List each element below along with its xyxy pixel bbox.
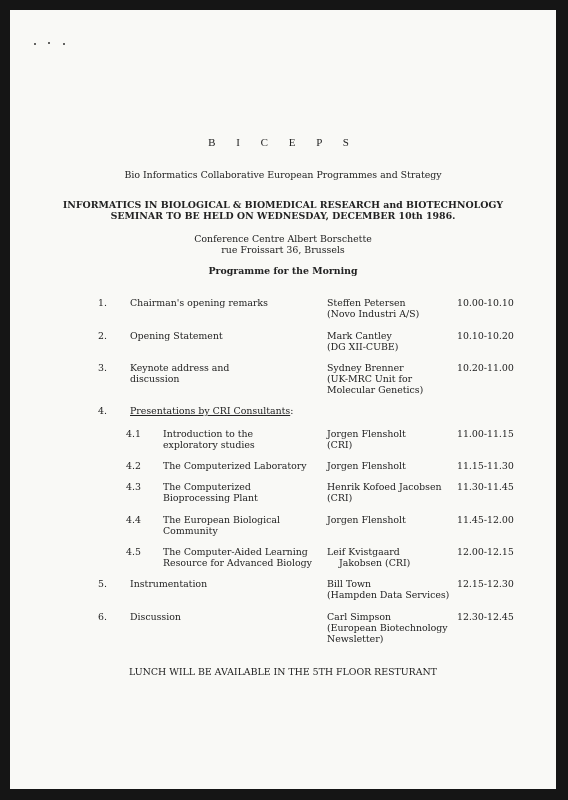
document-page (10, 10, 556, 789)
speck (63, 43, 65, 45)
item-title: Chairman's opening remarks (130, 298, 268, 309)
item-title-cont: Community (163, 526, 218, 537)
item-title: Introduction to the (163, 429, 254, 440)
speck (34, 43, 36, 45)
item-speaker: Jorgen Flensholt (327, 429, 406, 440)
section-heading (130, 406, 293, 417)
item-affiliation: Molecular Genetics) (327, 385, 424, 396)
item-number: 4.5 (126, 547, 141, 558)
item-speaker: Jorgen Flensholt (327, 515, 406, 526)
item-speaker: Sydney Brenner (327, 363, 404, 374)
item-title: The Computerized (163, 482, 251, 493)
item-affiliation: (DG XII-CUBE) (327, 342, 399, 353)
seminar-title-line-1: INFORMATICS IN BIOLOGICAL & BIOMEDICAL RESEARCH and BIOTECHNOLOGY (62, 200, 504, 211)
item-title: The Computer-Aided Learning (163, 547, 308, 558)
item-number: 1. (98, 298, 107, 309)
item-number: 4.2 (126, 461, 141, 472)
venue-line-2: rue Froissart 36, Brussels (221, 245, 345, 256)
item-affiliation: (European Biotechnology (327, 623, 448, 634)
item-number: 4. (98, 406, 107, 417)
item-speaker: Bill Town (327, 579, 372, 590)
item-title: Discussion (130, 612, 181, 623)
item-affiliation: (UK-MRC Unit for (327, 374, 413, 385)
item-number: 4.1 (126, 429, 141, 440)
item-number: 2. (98, 331, 107, 342)
item-time: 12.00-12.15 (457, 547, 514, 558)
item-number: 4.3 (126, 482, 141, 493)
item-time: 10.10-10.20 (457, 331, 514, 342)
section-heading-text: Presentations by CRI Consultants (130, 406, 291, 417)
item-title: Opening Statement (130, 331, 223, 342)
full-name: Bio Informatics Collaborative European Programmes and Strategy (124, 170, 442, 181)
item-time: 12.15-12.30 (457, 579, 514, 590)
lunch-note: LUNCH WILL BE AVAILABLE IN THE 5TH FLOOR RESTURANT (129, 667, 437, 678)
item-time: 10.20-11.00 (457, 363, 514, 374)
item-title-cont: exploratory studies (163, 440, 255, 451)
speck (48, 42, 50, 44)
venue-line-1: Conference Centre Albert Borschette (194, 234, 372, 245)
item-speaker: Steffen Petersen (327, 298, 406, 309)
item-title: The European Biological (163, 515, 280, 526)
item-time: 11.15-11.30 (457, 461, 514, 472)
item-time: 11.30-11.45 (457, 482, 514, 493)
item-title-cont: discussion (130, 374, 180, 385)
item-affiliation: (Hampden Data Services) (327, 590, 450, 601)
item-title: The Computerized Laboratory (163, 461, 307, 472)
item-speaker: Carl Simpson (327, 612, 392, 623)
item-time: 12.30-12.45 (457, 612, 514, 623)
item-time: 11.00-11.15 (457, 429, 514, 440)
item-speaker: Leif Kvistgaard (327, 547, 400, 558)
seminar-title-line-2: SEMINAR TO BE HELD ON WEDNESDAY, DECEMBER 10th 1986. (110, 211, 456, 222)
item-number: 3. (98, 363, 107, 374)
item-number: 5. (98, 579, 107, 590)
item-number: 4.4 (126, 515, 141, 526)
item-speaker: Jorgen Flensholt (327, 461, 406, 472)
item-speaker: Mark Cantley (327, 331, 392, 342)
item-affiliation: Newsletter) (327, 634, 384, 645)
item-affiliation: (CRI) (327, 493, 353, 504)
item-title-cont: Bioprocessing Plant (163, 493, 258, 504)
item-title: Instrumentation (130, 579, 208, 590)
item-affiliation: Jakobsen (CRI) (339, 558, 411, 569)
item-number: 6. (98, 612, 107, 623)
item-speaker: Henrik Kofoed Jacobsen (327, 482, 442, 493)
section-heading-colon: : (290, 406, 294, 417)
item-time: 10.00-10.10 (457, 298, 514, 309)
item-title-cont: Resource for Advanced Biology (163, 558, 312, 569)
programme-heading: Programme for the Morning (208, 266, 358, 277)
item-affiliation: (CRI) (327, 440, 353, 451)
acronym-title: B I C E P S (208, 137, 358, 149)
item-time: 11.45-12.00 (457, 515, 514, 526)
item-title: Keynote address and (130, 363, 230, 374)
item-affiliation: (Novo Industri A/S) (327, 309, 420, 320)
